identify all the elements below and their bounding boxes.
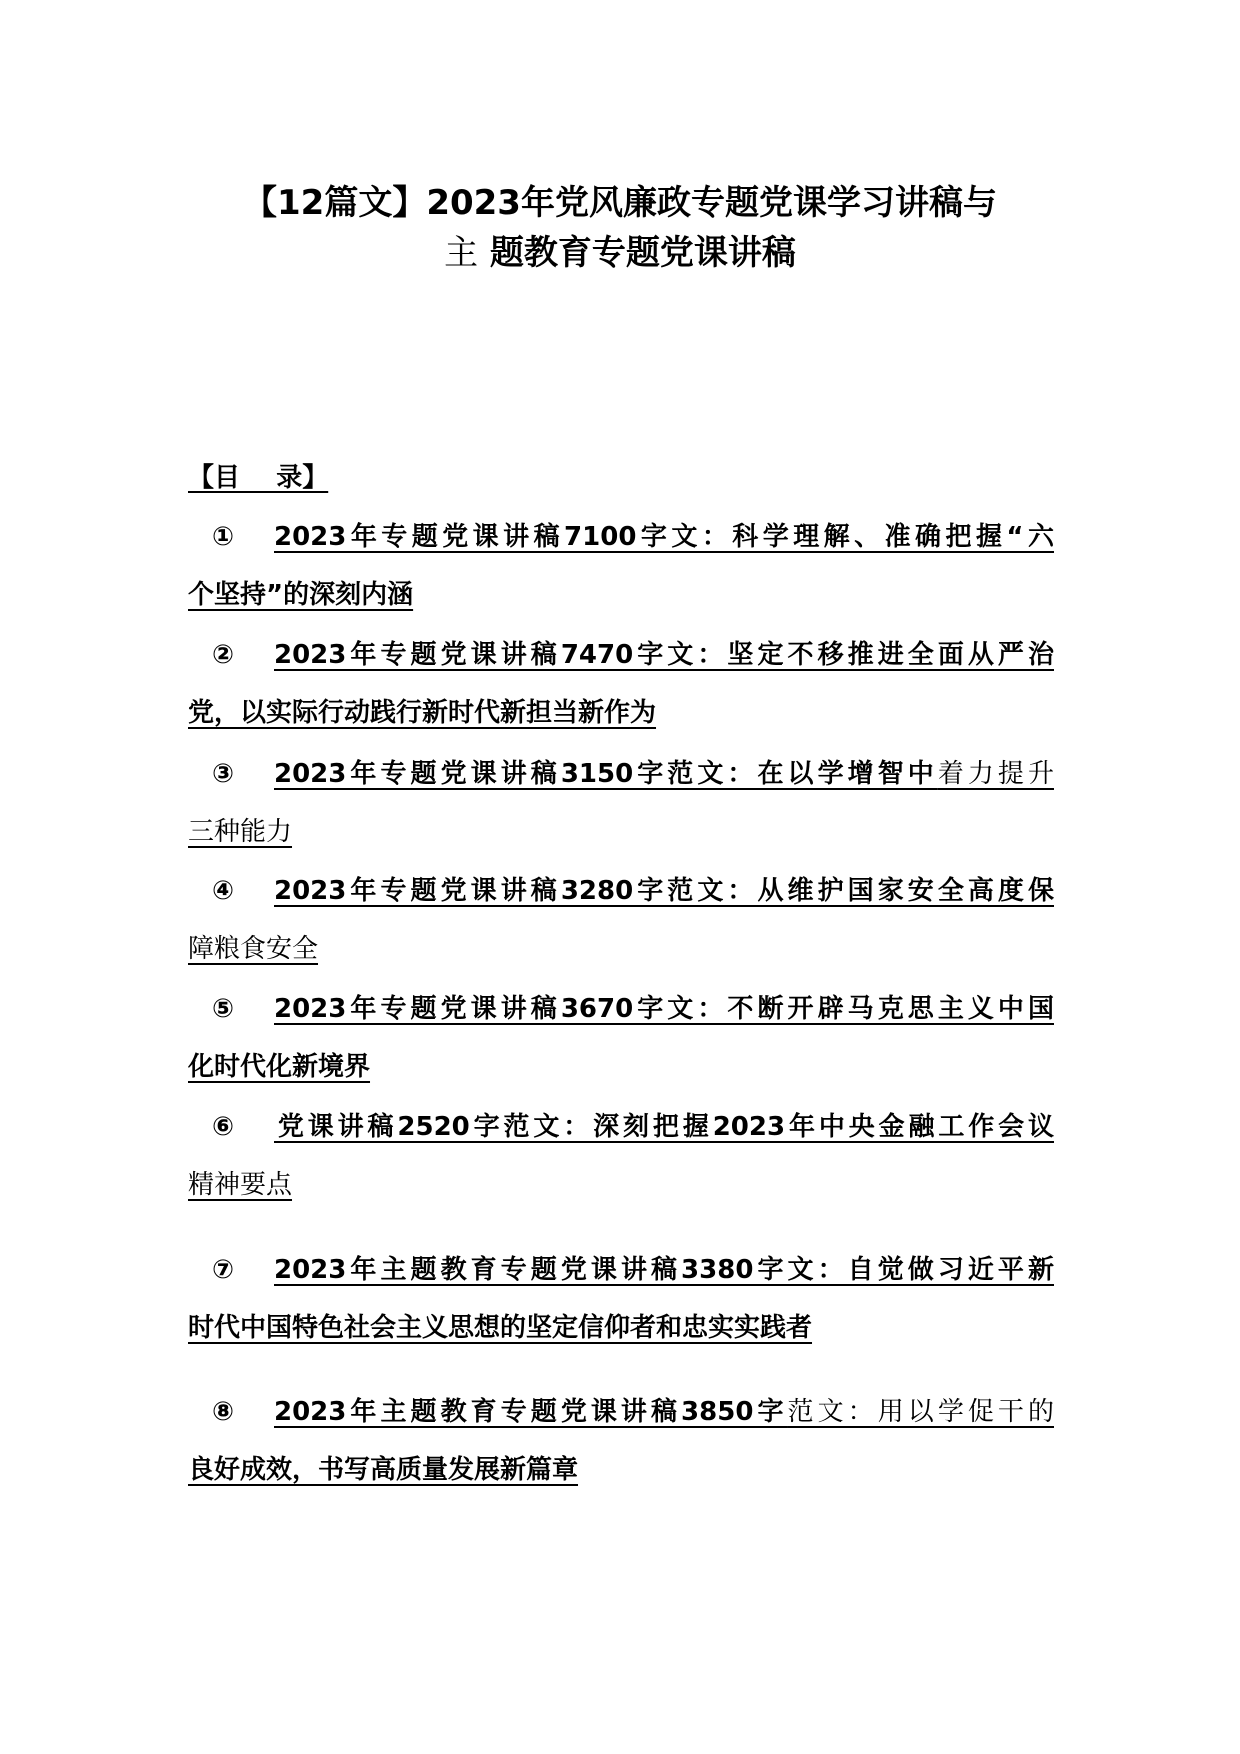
toc-entry-text: 化时代化新境界 xyxy=(188,1052,371,1082)
toc-entry-7[interactable] xyxy=(188,1241,1054,1357)
title-line-2-part-b: 题教育专题党课讲稿 xyxy=(478,233,796,273)
toc-marker: ⑤ xyxy=(212,994,235,1024)
toc-entry-text: 时代中国特色社会主义思想的坚定信仰者和忠实实践者 xyxy=(188,1313,813,1343)
toc-entry-text: 党课讲稿2520字范文：深刻把握2023年中央金融工作会议 xyxy=(274,1112,1054,1142)
toc-entry-text: 党，以实际行动践行新时代新担当新作为 xyxy=(188,698,657,728)
toc-entry-text: 2023年专题党课讲稿7470字文：坚定不移推进全面从严治 xyxy=(274,640,1054,670)
toc-entry-3[interactable] xyxy=(188,745,1054,861)
toc-entry-text: 2023年专题党课讲稿3150字范文：在以学增智中 xyxy=(274,759,938,789)
toc-entry-text: 2023年专题党课讲稿3280字范文：从维护国家安全高度保 xyxy=(274,876,1054,906)
toc-marker: ① xyxy=(212,522,235,552)
toc-entry-4[interactable] xyxy=(188,862,1054,978)
document-title xyxy=(150,178,1090,278)
toc-entry-text: 2023年主题教育专题党课讲稿3380字文：自觉做习近平新 xyxy=(274,1255,1054,1285)
toc-marker: ⑧ xyxy=(212,1397,235,1427)
toc-entry-text-normal: 精神要点 xyxy=(188,1170,293,1200)
toc-heading: 【目 录】 xyxy=(188,463,329,493)
toc-entry-text-normal: 障粮食安全 xyxy=(188,934,319,964)
title-line-1: 【12篇文】2023年党风廉政专题党课学习讲稿与 xyxy=(243,183,997,223)
toc-entry-text-normal: 三种能力 xyxy=(188,817,293,847)
toc-entry-text-normal: 范文：用以学促干的 xyxy=(787,1397,1054,1427)
toc-marker: ⑥ xyxy=(212,1112,235,1142)
toc-entry-8[interactable] xyxy=(188,1383,1054,1499)
toc-entry-text: 2023年专题党课讲稿3670字文：不断开辟马克思主义中国 xyxy=(274,994,1054,1024)
toc-marker: ④ xyxy=(212,876,235,906)
title-line-2-part-a: 主 xyxy=(444,233,479,273)
toc-entry-text-normal: 着力提升 xyxy=(937,759,1054,789)
toc-entry-6[interactable] xyxy=(188,1098,1054,1214)
toc-entry-1[interactable] xyxy=(188,508,1054,624)
title-line-2 xyxy=(150,228,1090,278)
toc-entry-text: 2023年专题党课讲稿7100字文：科学理解、准确把握“六 xyxy=(274,522,1054,552)
toc-entry-text: 个坚持”的深刻内涵 xyxy=(188,580,414,610)
toc-entry-text: 2023年主题教育专题党课讲稿3850字 xyxy=(274,1397,788,1427)
toc-marker: ② xyxy=(212,640,235,670)
toc-entry-5[interactable] xyxy=(188,980,1054,1096)
toc-entry-2[interactable] xyxy=(188,626,1054,742)
toc-marker: ⑦ xyxy=(212,1255,235,1285)
toc-entry-text: 良好成效，书写高质量发展新篇章 xyxy=(188,1455,579,1485)
toc-marker: ③ xyxy=(212,759,235,789)
